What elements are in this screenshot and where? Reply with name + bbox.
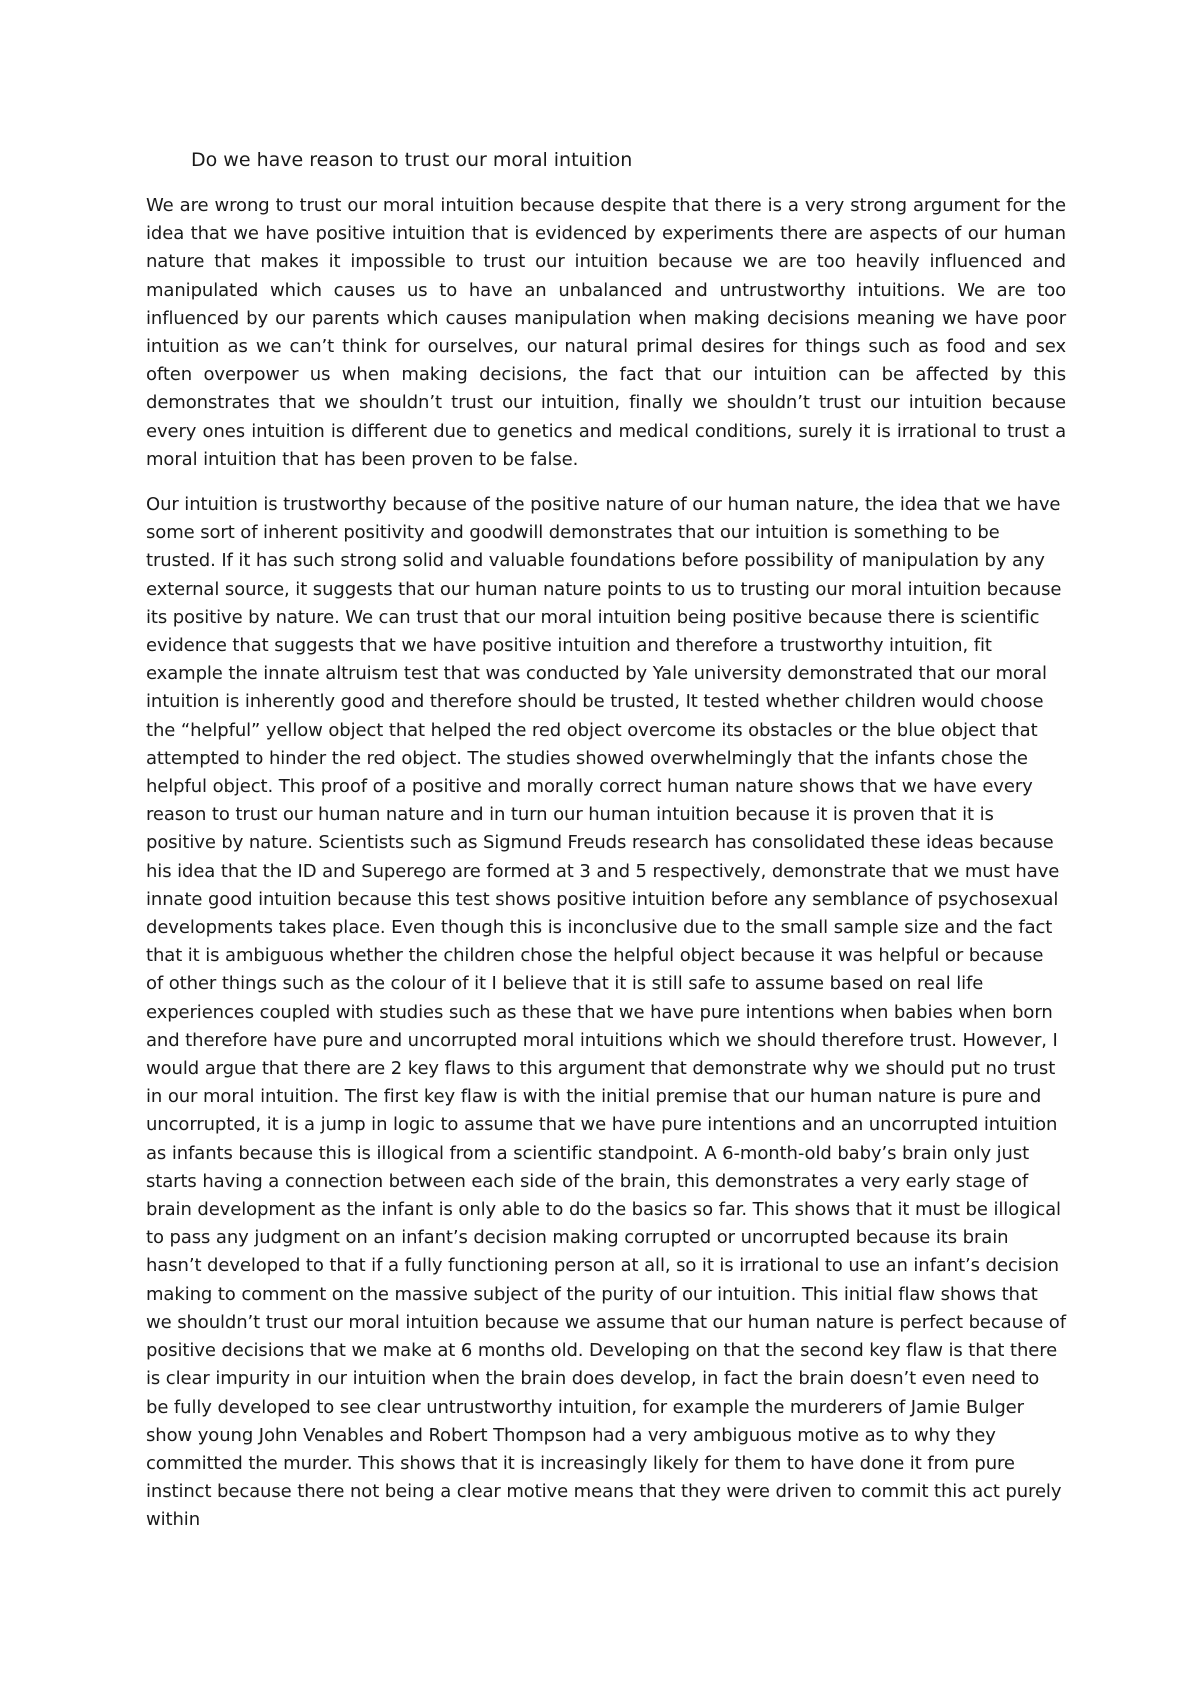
paragraph-1: We are wrong to trust our moral intuition because despite that there is a very strong argument for the idea that we have positive intuition that is evidenced by experiments there are aspects of our human nature that makes it impossible to trust our intuition because we are too heavily influenced and manipulated which causes us to have an unbalanced and untrustworthy intuitions. We are too influenced by our parents which causes manipulation when making decisions meaning we have poor intuition as we can’t think for ourselves, our natural primal desires for things such as food and sex often overpower us when making decisions, the fact that our intuition can be affected by this demonstrates that we shouldn’t trust our intuition, finally we shouldn’t trust our intuition because every ones intuition is different due to genetics and medical conditions, surely it is irrational to trust a moral intuition that has been proven to be false. <box>146 195 1066 470</box>
paragraph-2: Our intuition is trustworthy because of the positive nature of our human nature, the idea that we have some sort of inherent positivity and goodwill demonstrates that our intuition is something to be trusted. If it has such strong solid and valuable foundations before possibility of manipulation by any external source, it suggests that our human nature points to us to trusting our moral intuition because its positive by nature. We can trust that our moral intuition being positive because there is scientific evidence that suggests that we have positive intuition and therefore a trustworthy intuition, fit example the innate altruism test that was conducted by Yale university demonstrated that our moral intuition is inherently good and therefore should be trusted, It tested whether children would choose the “helpful” yellow object that helped the red object overcome its obstacles or the blue object that attempted to hinder the red object. The studies showed overwhelmingly that the infants chose the helpful object. This proof of a positive and morally correct human nature shows that we have every reason to trust our human nature and in turn our human intuition because it is proven that it is positive by nature. Scientists such as Sigmund Freuds research has consolidated these ideas because his idea that the ID and Superego are formed at 3 and 5 respectively, demonstrate that we must have innate good intuition because this test shows positive intuition before any semblance of psychosexual developments takes place. Even though this is inconclusive due to the small sample size and the fact that it is ambiguous whether the children chose the helpful object because it was helpful or because of other things such as the colour of it I believe that it is still safe to assume based on real life experiences coupled with studies such as these that we have pure intentions when babies when born and therefore have pure and uncorrupted moral intuitions which we should therefore trust. However, I would argue that there are 2 key flaws to this argument that demonstrate why we should put no trust in our moral intuition. The first key flaw is with the initial premise that our human nature is pure and uncorrupted, it is a jump in logic to assume that we have pure intentions and an uncorrupted intuition as infants because this is illogical from a scientific standpoint. A 6-month-old baby’s brain only just starts having a connection between each side of the brain, this demonstrates a very early stage of brain development as the infant is only able to do the basics so far. This shows that it must be illogical to pass any judgment on an infant’s decision making corrupted or uncorrupted because its brain hasn’t developed to that if a fully functioning person at all, so it is irrational to use an infant’s decision making to comment on the massive subject of the purity of our intuition. This initial flaw shows that we shouldn’t trust our moral intuition because we assume that our human nature is perfect because of positive decisions that we make at 6 months old. Developing on that the second key flaw is that there is clear impurity in our intuition when the brain does develop, in fact the brain doesn’t even need to be fully developed to see clear untrustworthy intuition, for example the murderers of Jamie Bulger show young John Venables and Robert Thompson had a very ambiguous motive as to why they committed the murder. This shows that it is increasingly likely for them to have done it from pure instinct because there not being a clear motive means that they were driven to commit this act purely within <box>146 494 1066 1531</box>
document-title: Do we have reason to trust our moral intuition <box>191 149 633 171</box>
